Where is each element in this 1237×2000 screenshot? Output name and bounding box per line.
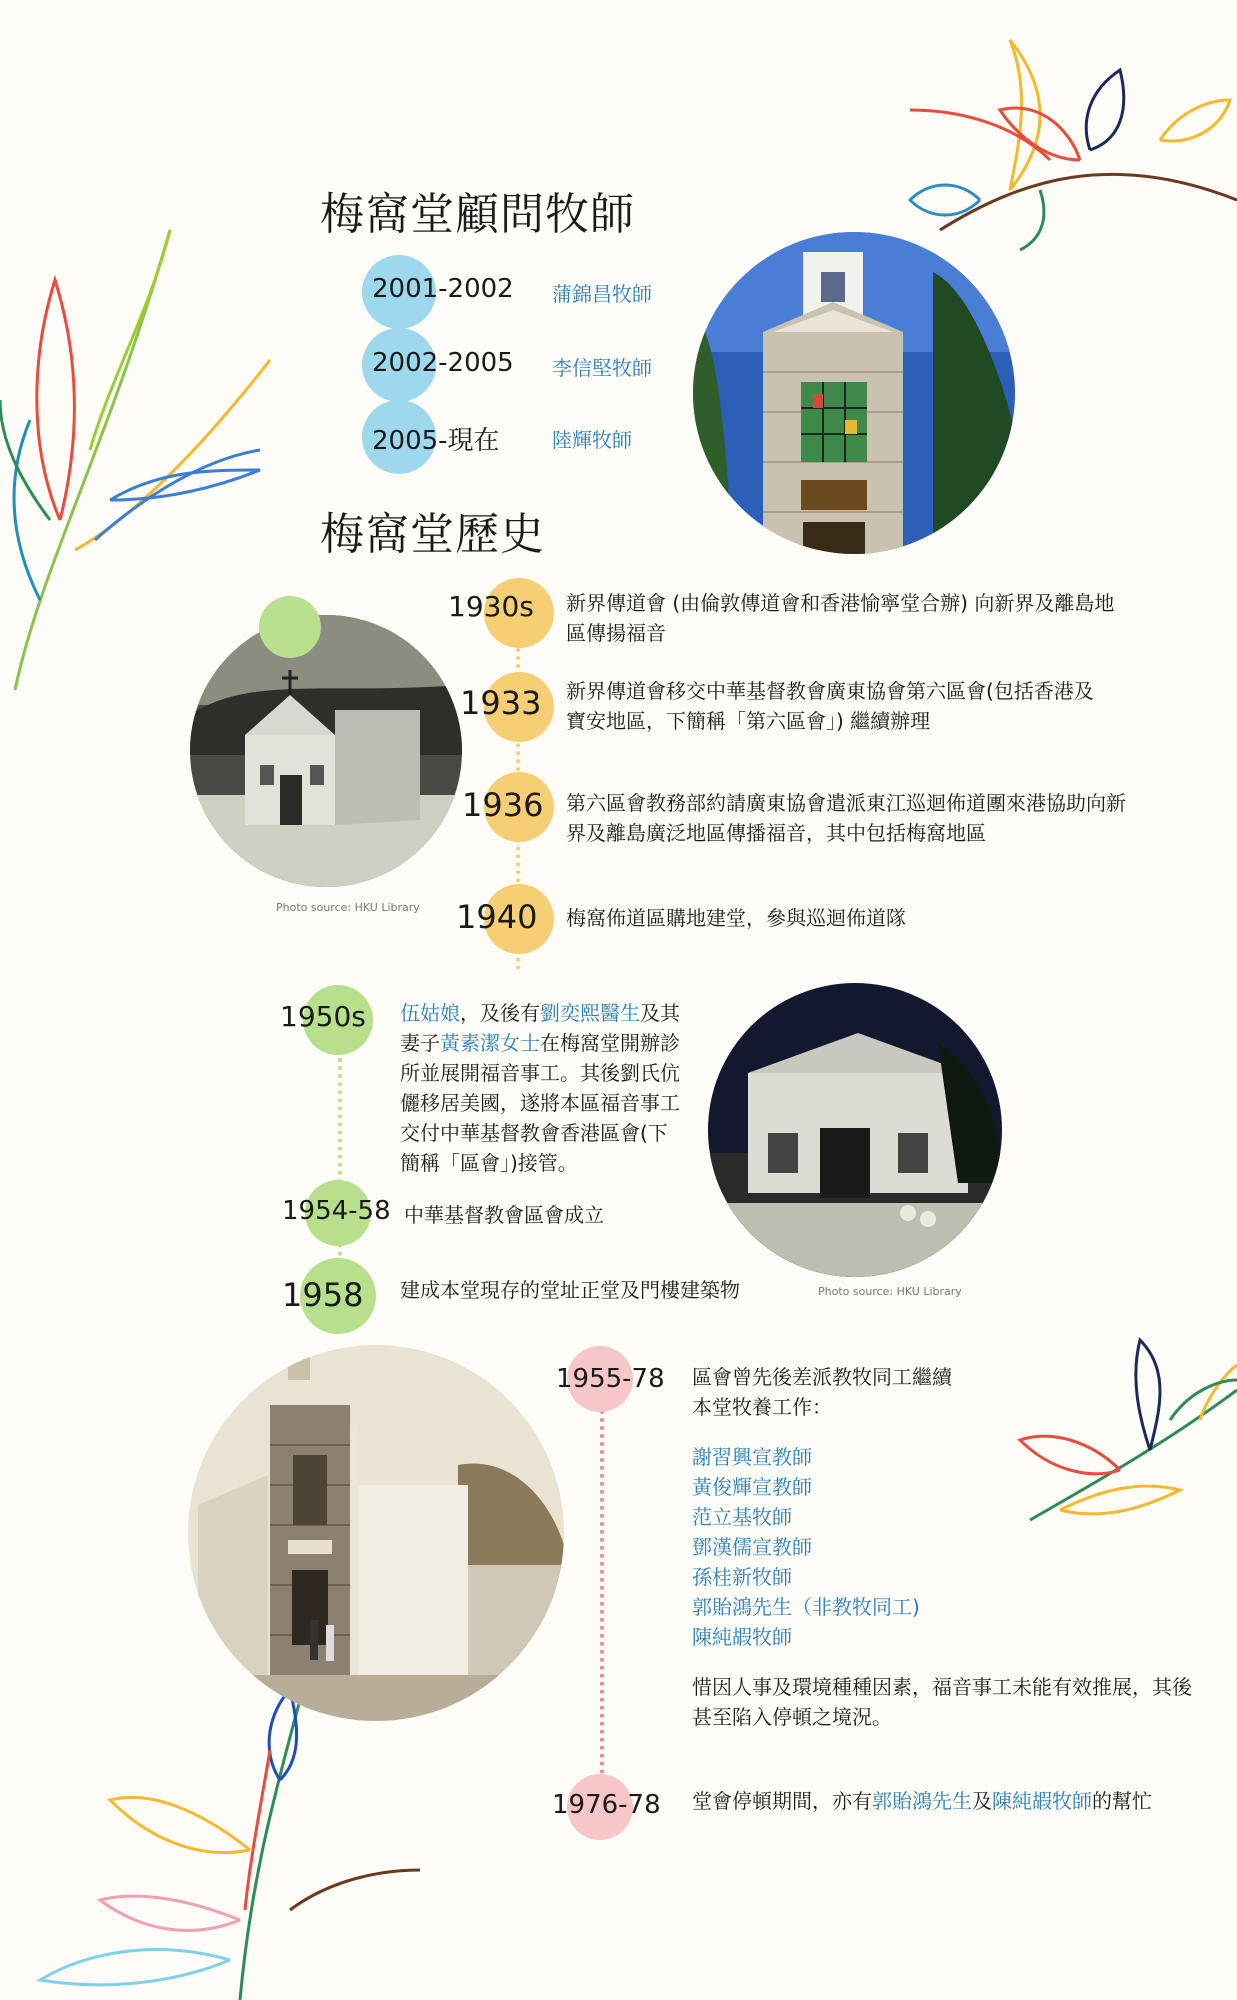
staff-name: 黃俊輝宣教師 (692, 1475, 812, 1499)
timeline-text-1950s (400, 998, 680, 1178)
pastor-years: 2005-現在 (372, 426, 500, 456)
leaf-decoration-top-right (880, 30, 1237, 260)
person-name: 黃素潔女士 (440, 1031, 540, 1055)
pastor-name: 李信堅牧師 (552, 356, 652, 380)
pastor-years: 2002-2005 (372, 348, 514, 378)
person-name: 陳純嘏牧師 (992, 1789, 1092, 1813)
church-photo-1930s (190, 615, 462, 887)
timeline-year: 1976-78 (552, 1790, 661, 1820)
pastor-name: 陸輝牧師 (552, 428, 632, 452)
text-fragment: 及 (972, 1789, 992, 1813)
person-name: 郭貽鴻先生 (872, 1789, 972, 1813)
pastors-title: 梅窩堂顧問牧師 (320, 189, 635, 240)
timeline-text: 惜因人事及環境種種因素，福音事工未能有效推展，其後甚至陷入停頓之境況。 (692, 1675, 1192, 1729)
text-fragment: 及其妻子 (400, 1001, 680, 1055)
timeline-year: 1955-78 (556, 1364, 665, 1394)
church-photo-modern (693, 232, 1015, 554)
timeline-year: 1950s (280, 1000, 366, 1033)
staff-list (692, 1442, 992, 1652)
timeline-year: 1930s (448, 590, 534, 623)
green-accent-dot (259, 596, 321, 658)
timeline-year: 1936 (462, 786, 544, 824)
text-fragment: 在梅窩堂開辦診所並展開福音事工。其後劉氏伉儷移居美國，遂將本區福音事工交付中華基督教會香港區會(下簡稱「區會」)接管。 (400, 1031, 680, 1175)
timeline-text: 中華基督教會區會成立 (404, 1203, 604, 1227)
timeline-text: 梅窩佈道區購地建堂，參與巡迴佈道隊 (566, 906, 906, 930)
timeline-text: 區會曾先後差派教牧同工繼續本堂牧養工作： (692, 1365, 952, 1419)
person-name: 劉奕熙醫生 (540, 1001, 640, 1025)
photo-source-caption: Photo source: HKU Library (818, 1285, 962, 1298)
timeline-year: 1940 (456, 898, 538, 936)
timeline-year: 1933 (460, 684, 542, 722)
church-photo-1958 (188, 1345, 564, 1721)
timeline-year: 1958 (282, 1276, 364, 1314)
text-fragment: 堂會停頓期間，亦有 (692, 1789, 872, 1813)
timeline-text-1976 (692, 1786, 1212, 1816)
pastor-name: 蒲錦昌牧師 (552, 282, 652, 306)
photo-source-caption: Photo source: HKU Library (276, 901, 420, 914)
text-fragment: 的幫忙 (1092, 1789, 1152, 1813)
leaf-decoration-bottom-left (0, 1690, 420, 2000)
timeline-year: 1954-58 (282, 1196, 391, 1226)
leaf-decoration-top-left (0, 220, 290, 700)
staff-name: 郭貽鴻先生（非教牧同工) (692, 1595, 920, 1619)
timeline-text: 新界傳道會移交中華基督教會廣東協會第六區會(包括香港及寶安地區，下簡稱「第六區會」) 繼續辦理 (566, 679, 1094, 733)
text-fragment: ，及後有 (460, 1001, 540, 1025)
staff-name: 謝習興宣教師 (692, 1445, 812, 1469)
history-title: 梅窩堂歷史 (320, 509, 545, 560)
staff-name: 范立基牧師 (692, 1505, 792, 1529)
timeline-connector (600, 1410, 604, 1790)
staff-name: 陳純嘏牧師 (692, 1625, 792, 1649)
timeline-text: 建成本堂現存的堂址正堂及門樓建築物 (400, 1278, 740, 1302)
church-photo-1950s (708, 983, 1002, 1277)
person-name: 伍姑娘 (400, 1001, 460, 1025)
timeline-text: 第六區會教務部約請廣東協會遣派東江巡迴佈道團來港協助向新界及離島廣泛地區傳播福音，其中包括梅窩地區 (566, 791, 1126, 845)
pastor-years: 2001-2002 (372, 274, 514, 304)
staff-name: 鄧漢儒宣教師 (692, 1535, 812, 1559)
staff-name: 孫桂新牧師 (692, 1565, 792, 1589)
timeline-text: 新界傳道會 (由倫敦傳道會和香港愉寧堂合辦) 向新界及離島地區傳揚福音 (566, 591, 1115, 645)
leaf-decoration-right-middle (1000, 1330, 1237, 1550)
